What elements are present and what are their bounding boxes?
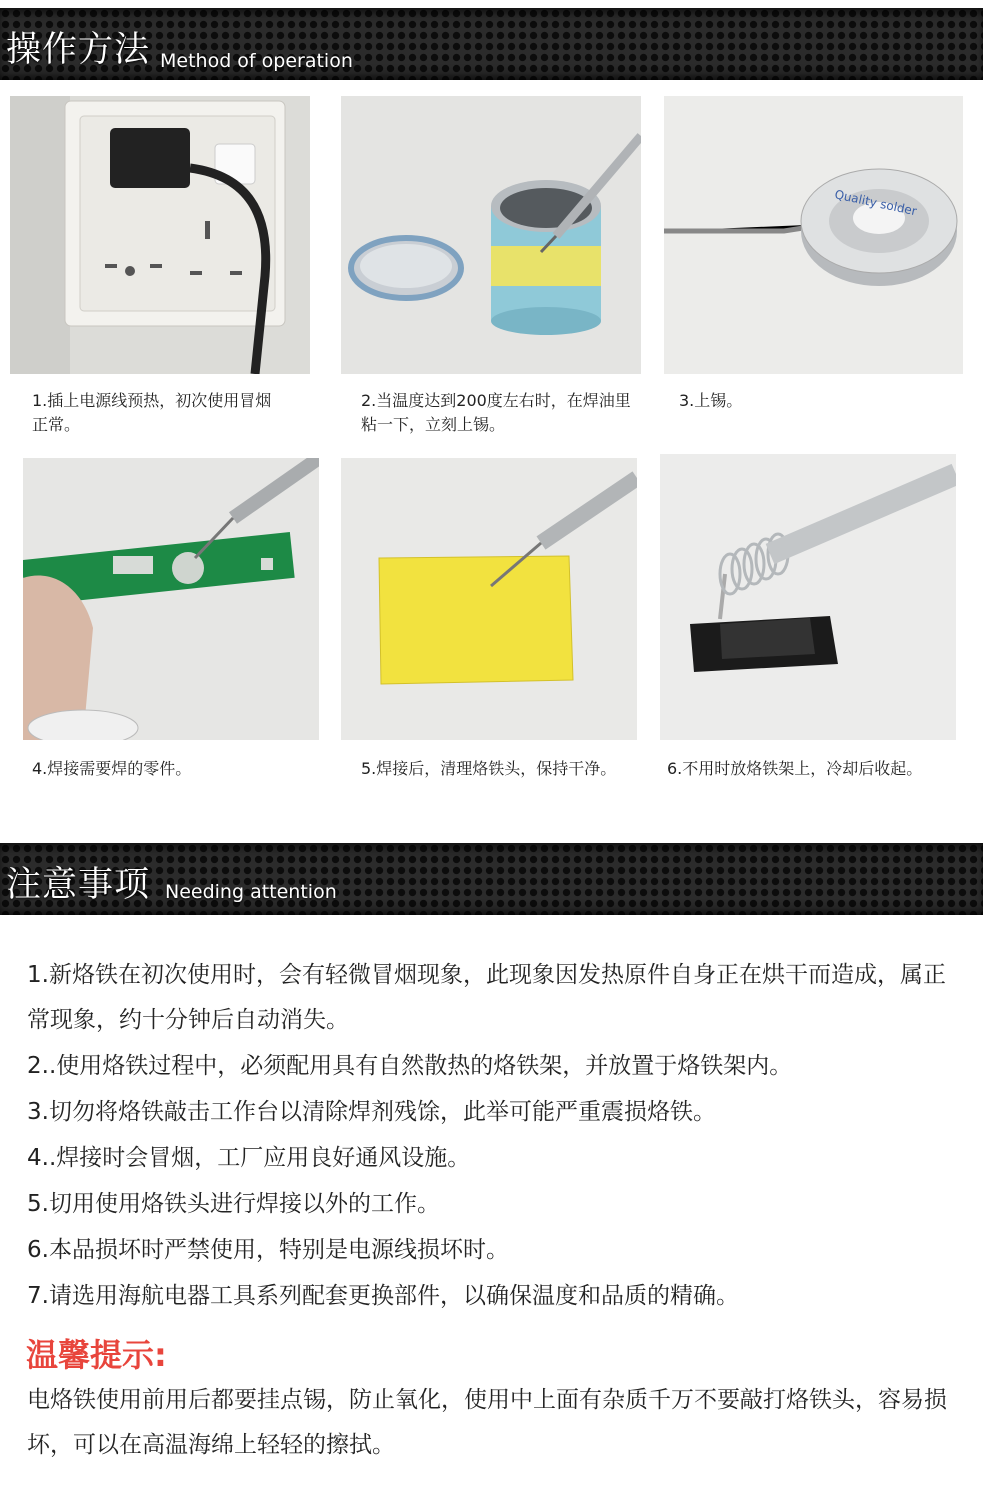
- note-item: 5.切用使用烙铁头进行焊接以外的工作。: [27, 1191, 440, 1217]
- step-caption-4: 4.焊接需要焊的零件。: [32, 759, 192, 778]
- step-caption-2: 2.当温度达到200度左右时，在焊油里粘一下，立刻上锡。: [361, 391, 631, 434]
- photo-pcb-soldering: [23, 458, 319, 740]
- tip-title: 温馨提示:: [26, 1336, 167, 1374]
- section-banner-attention: [0, 843, 983, 915]
- step-caption-6: 6.不用时放烙铁架上，冷却后收起。: [667, 759, 923, 778]
- photo-cleaning-sponge: [341, 458, 637, 740]
- section-title-en: Method of operation: [160, 50, 353, 72]
- photo-power-socket: [10, 96, 310, 374]
- step-caption-1: 1.插上电源线预热，初次使用冒烟正常。: [32, 391, 272, 434]
- note-item: 4..焊接时会冒烟，工厂应用良好通风设施。: [27, 1145, 471, 1171]
- note-item: 6.本品损坏时严禁使用，特别是电源线损坏时。: [27, 1237, 509, 1263]
- section-banner-operation: [0, 8, 983, 80]
- step-caption-3: 3.上锡。: [679, 391, 743, 410]
- section-title-cn: 操作方法: [6, 30, 151, 70]
- section-title-en: Needing attention: [165, 881, 337, 903]
- note-item: 1.新烙铁在初次使用时，会有轻微冒烟现象，此现象因发热原件自身正在烘干而造成，属正常现象，约十分钟后自动消失。: [27, 962, 946, 1033]
- photo-solder-paste: [341, 96, 641, 374]
- tip-text: 电烙铁使用前用后都要挂点锡，防止氧化，使用中上面有杂质千万不要敲打烙铁头，容易损坏，可以在高温海绵上轻轻的擦拭。: [27, 1387, 947, 1458]
- note-item: 2..使用烙铁过程中，必须配用具有自然散热的烙铁架，并放置于烙铁架内。: [27, 1053, 793, 1079]
- note-item: 7.请选用海航电器工具系列配套更换部件，以确保温度和品质的精确。: [27, 1283, 739, 1309]
- photo-iron-stand: [660, 454, 956, 740]
- step-caption-5: 5.焊接后，清理烙铁头，保持干净。: [361, 759, 617, 778]
- note-item: 3.切勿将烙铁敲击工作台以清除焊剂残馀，此举可能严重震损烙铁。: [27, 1099, 716, 1125]
- notes-list: [27, 953, 957, 1319]
- photo-solder-wire-spool: [664, 96, 963, 374]
- section-title-cn: 注意事项: [6, 865, 151, 905]
- spool-label: Quality solder: [833, 187, 919, 219]
